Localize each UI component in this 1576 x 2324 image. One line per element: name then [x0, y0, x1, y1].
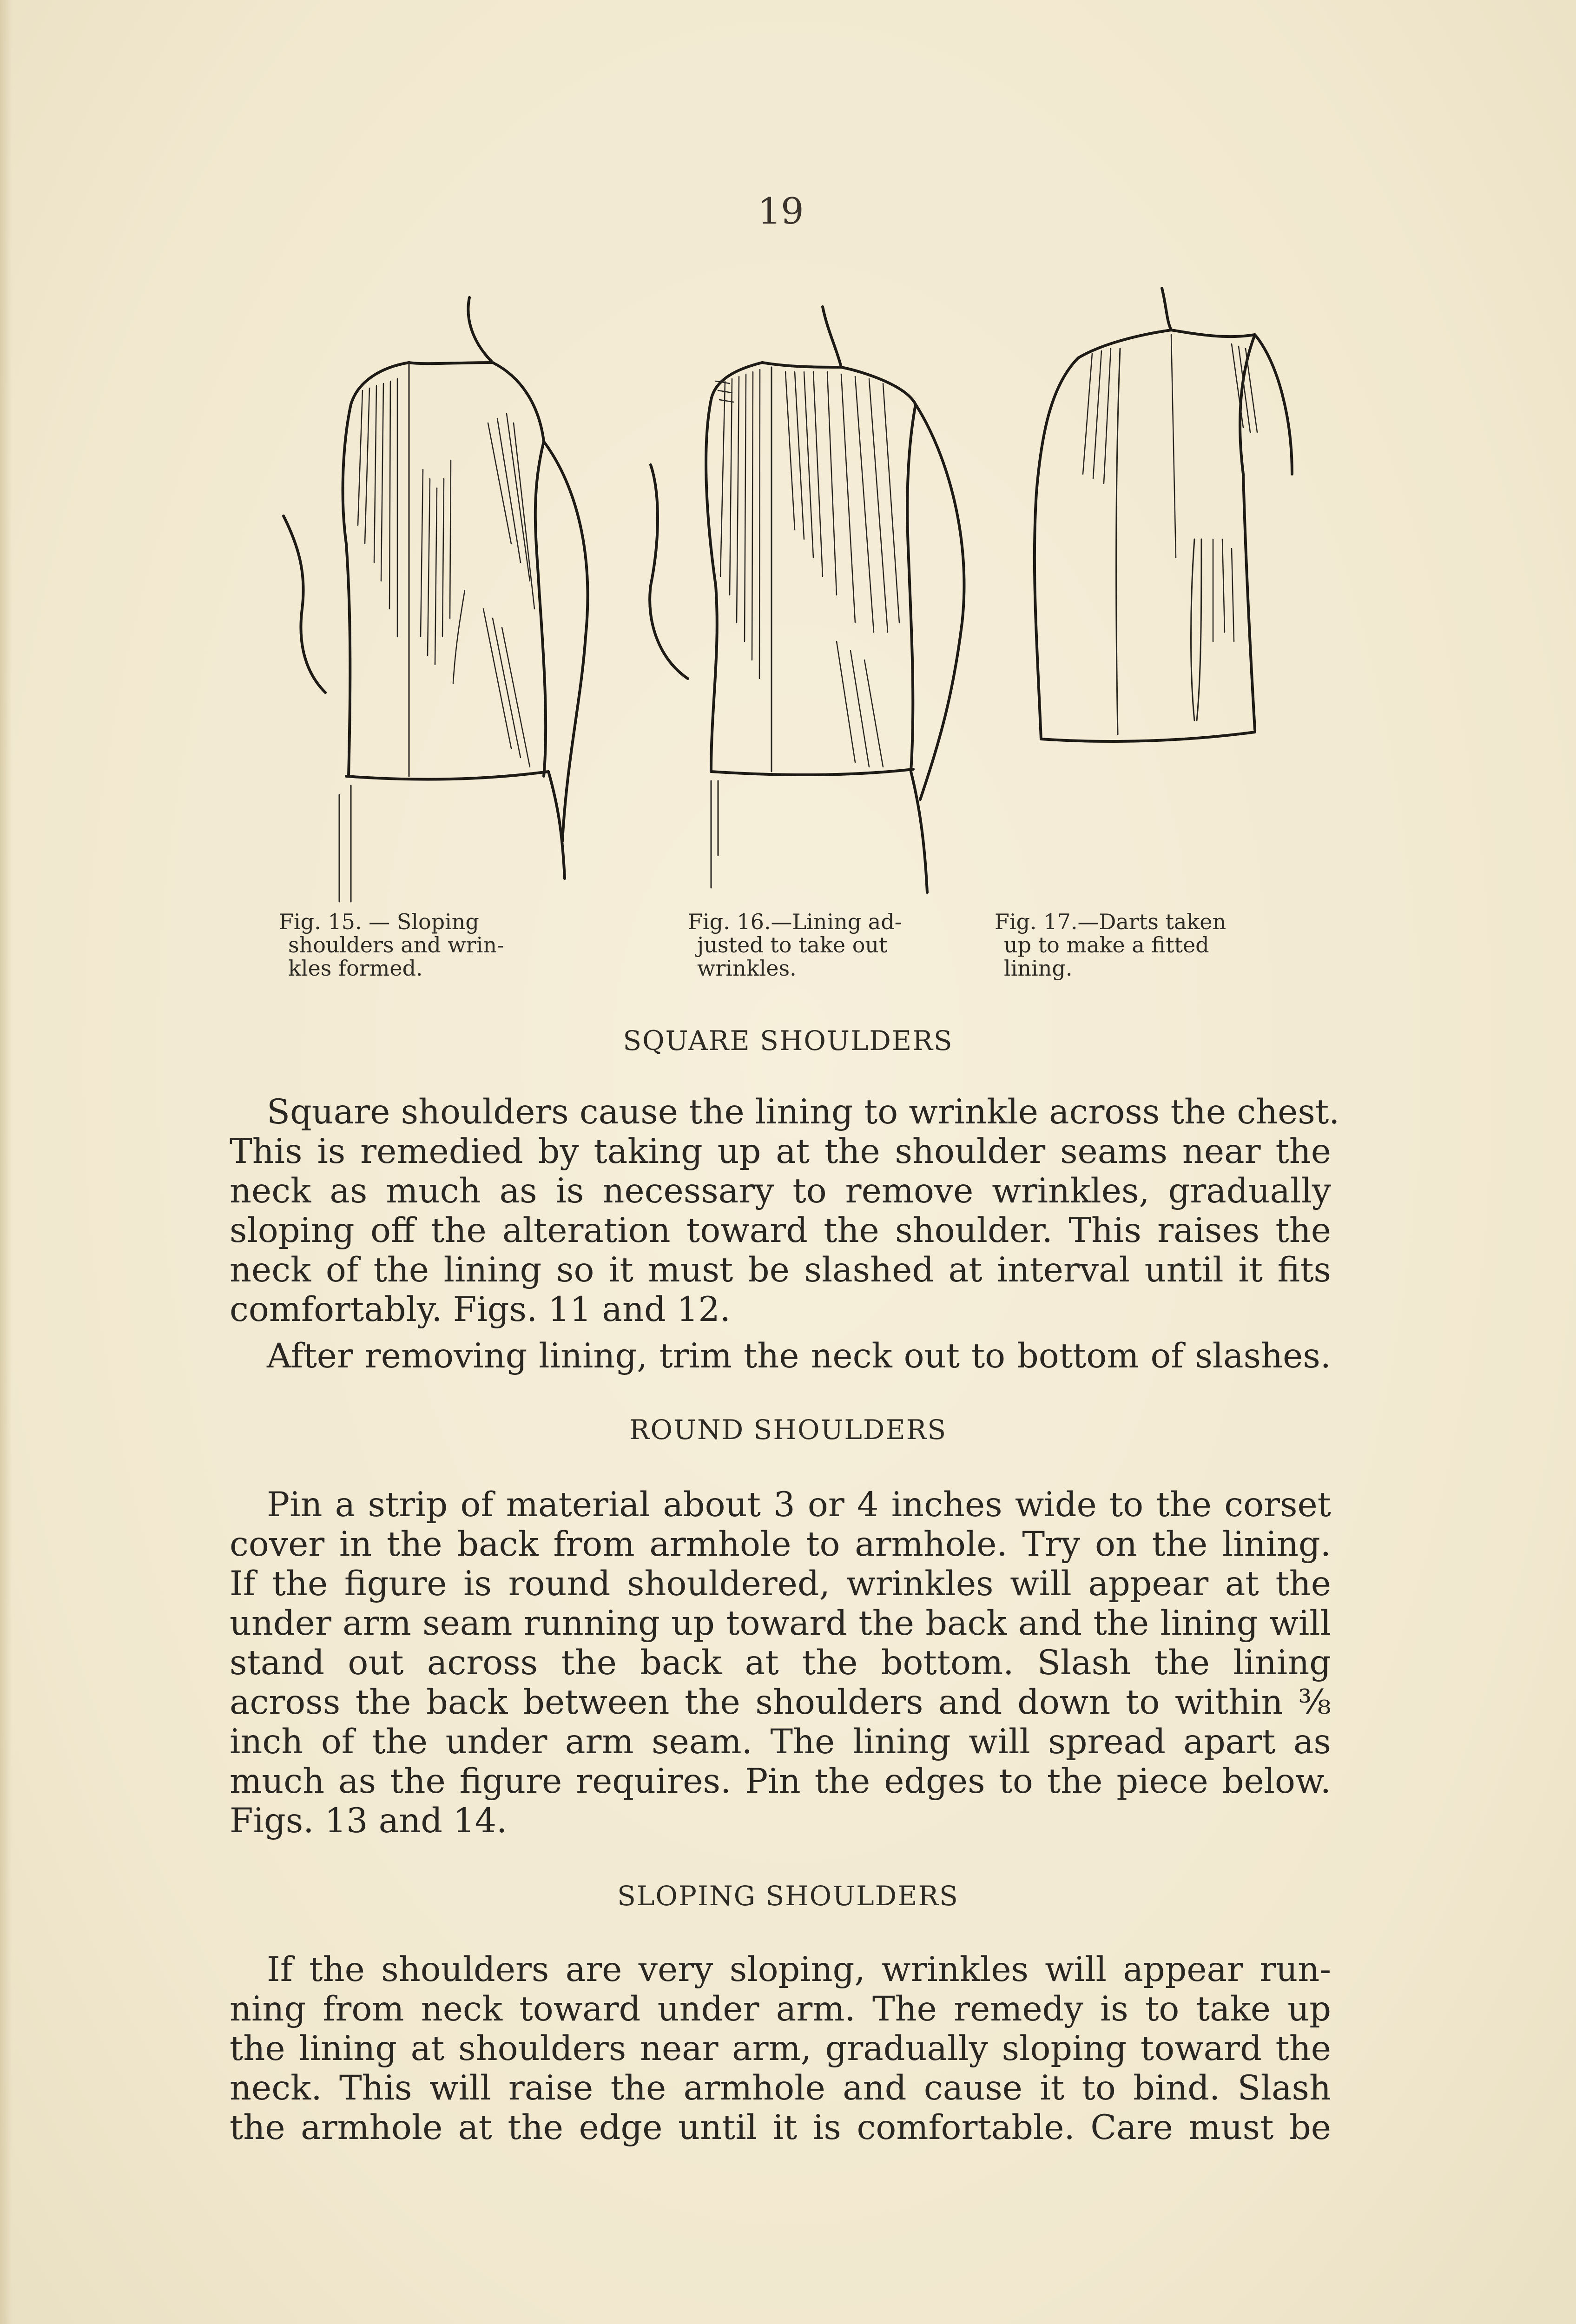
text-line: neck. This will raise the armhole and cause it to bind. Slash — [230, 2068, 1331, 2108]
heading-round-shoulders: ROUND SHOULDERS — [629, 1414, 947, 1446]
figure-17-illustration — [990, 279, 1325, 758]
text-line: across the back between the shoulders and down to within ⅜ — [230, 1683, 1331, 1722]
caption-line: justed to take out — [697, 932, 888, 957]
caption-line: Fig. 15. — Sloping — [279, 909, 479, 934]
text-line: This is remedied by taking up at the shoulder seams near the — [230, 1132, 1331, 1171]
text-line: neck of the lining so it must be slashed at interval until it fits — [230, 1250, 1331, 1290]
text-line: stand out across the back at the bottom. Slash the lining — [230, 1643, 1331, 1683]
text-line: If the figure is round shouldered, wrinkles will appear at the — [230, 1564, 1331, 1604]
caption-line: Fig. 17.—Darts taken — [995, 909, 1227, 934]
page-number: 19 — [758, 191, 804, 232]
text-line: much as the figure requires. Pin the edges to the piece below. — [230, 1762, 1331, 1801]
paragraph-round-shoulders — [230, 1485, 1331, 1841]
text-line: Pin a strip of material about 3 or 4 inches wide to the corset — [267, 1485, 1331, 1525]
heading-square-shoulders: SQUARE SHOULDERS — [623, 1025, 953, 1056]
text-line: Figs. 13 and 14. — [230, 1801, 508, 1841]
caption-line: lining. — [1004, 956, 1073, 981]
paragraph-square-shoulders — [230, 1092, 1340, 1329]
caption-line: wrinkles. — [697, 956, 797, 981]
figure-17-caption — [995, 910, 1269, 980]
text-line: ning from neck toward under arm. The remedy is to take up — [230, 1989, 1331, 2029]
caption-line: shoulders and wrin- — [288, 932, 504, 957]
text-line: Square shoulders cause the lining to wrinkle across the chest. — [267, 1092, 1340, 1132]
figure-16-caption — [688, 910, 957, 980]
caption-line: up to make a fitted — [1004, 932, 1209, 957]
text-line: If the shoulders are very sloping, wrinkles will appear run- — [267, 1950, 1331, 1989]
paragraph-trim-neck — [230, 1336, 1331, 1376]
heading-sloping-shoulders: SLOPING SHOULDERS — [617, 1880, 959, 1912]
text-line: cover in the back from armhole to armhole. Try on the lining. — [230, 1525, 1331, 1564]
caption-line: Fig. 16.—Lining ad- — [688, 909, 902, 934]
text-line: inch of the under arm seam. The lining will spread apart as — [230, 1722, 1331, 1762]
paragraph-sloping-shoulders — [230, 1950, 1331, 2147]
text-line: After removing lining, trim the neck out to bottom of slashes. — [267, 1336, 1331, 1376]
text-line: neck as much as is necessary to remove wrinkles, gradually — [230, 1171, 1331, 1211]
text-line: sloping off the alteration toward the shoulder. This raises the — [230, 1211, 1331, 1250]
figure-16-illustration — [641, 297, 985, 902]
page-spine-shadow — [0, 0, 12, 2324]
caption-line: kles formed. — [288, 956, 423, 981]
text-line: the lining at shoulders near arm, gradually sloping toward the — [230, 2029, 1331, 2068]
text-line: under arm seam running up toward the back and the lining will — [230, 1604, 1331, 1643]
figure-15-illustration — [270, 284, 595, 902]
figure-15-caption — [279, 910, 544, 980]
text-line: the armhole at the edge until it is comfortable. Care must be — [230, 2108, 1331, 2147]
text-line: comfortably. Figs. 11 and 12. — [230, 1290, 731, 1329]
